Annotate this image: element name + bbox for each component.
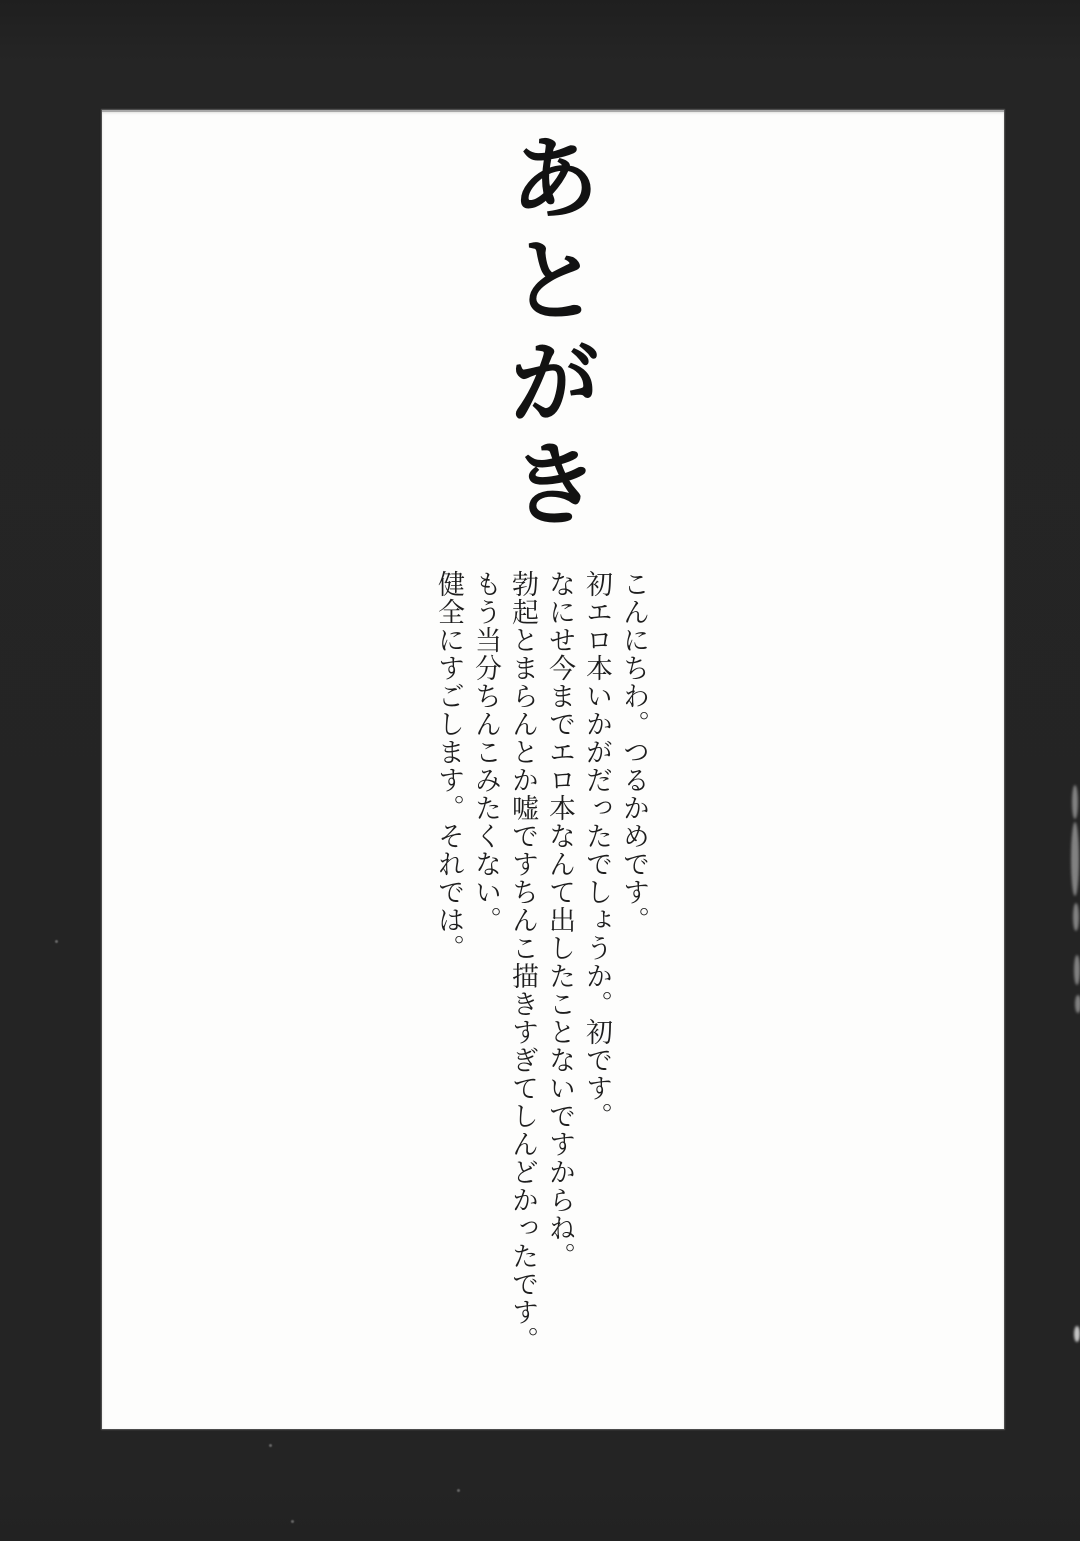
afterword-title: あとがき	[494, 130, 602, 538]
scan-dust	[457, 1489, 460, 1492]
afterword-line: こんにちわ。つるかめです。	[618, 570, 649, 934]
afterword-line: もう当分ちんこみたくない。	[470, 570, 501, 934]
afterword-line: 健全にすごします。それでは。	[433, 570, 464, 962]
scan-artifact	[1072, 785, 1078, 819]
scan-artifact	[1075, 995, 1080, 1013]
scan-artifact	[1071, 822, 1079, 896]
book-page	[102, 110, 1004, 1429]
scan-dust	[269, 1444, 272, 1447]
afterword-line: 初エロ本いかがだったでしょうか。初です。	[581, 570, 612, 1130]
scan-artifact	[1074, 1326, 1080, 1342]
scan-artifact	[1073, 903, 1079, 931]
afterword-line: 勃起とまらんとか嘘ですちんこ描きすぎてしんどかったです。	[507, 570, 538, 1354]
afterword-body	[430, 570, 652, 1420]
scan-dust	[291, 1520, 294, 1523]
afterword-line: なにせ今までエロ本なんて出したことないですからね。	[544, 570, 575, 1270]
scan-dust	[55, 940, 58, 943]
scan-artifact	[1074, 955, 1080, 985]
